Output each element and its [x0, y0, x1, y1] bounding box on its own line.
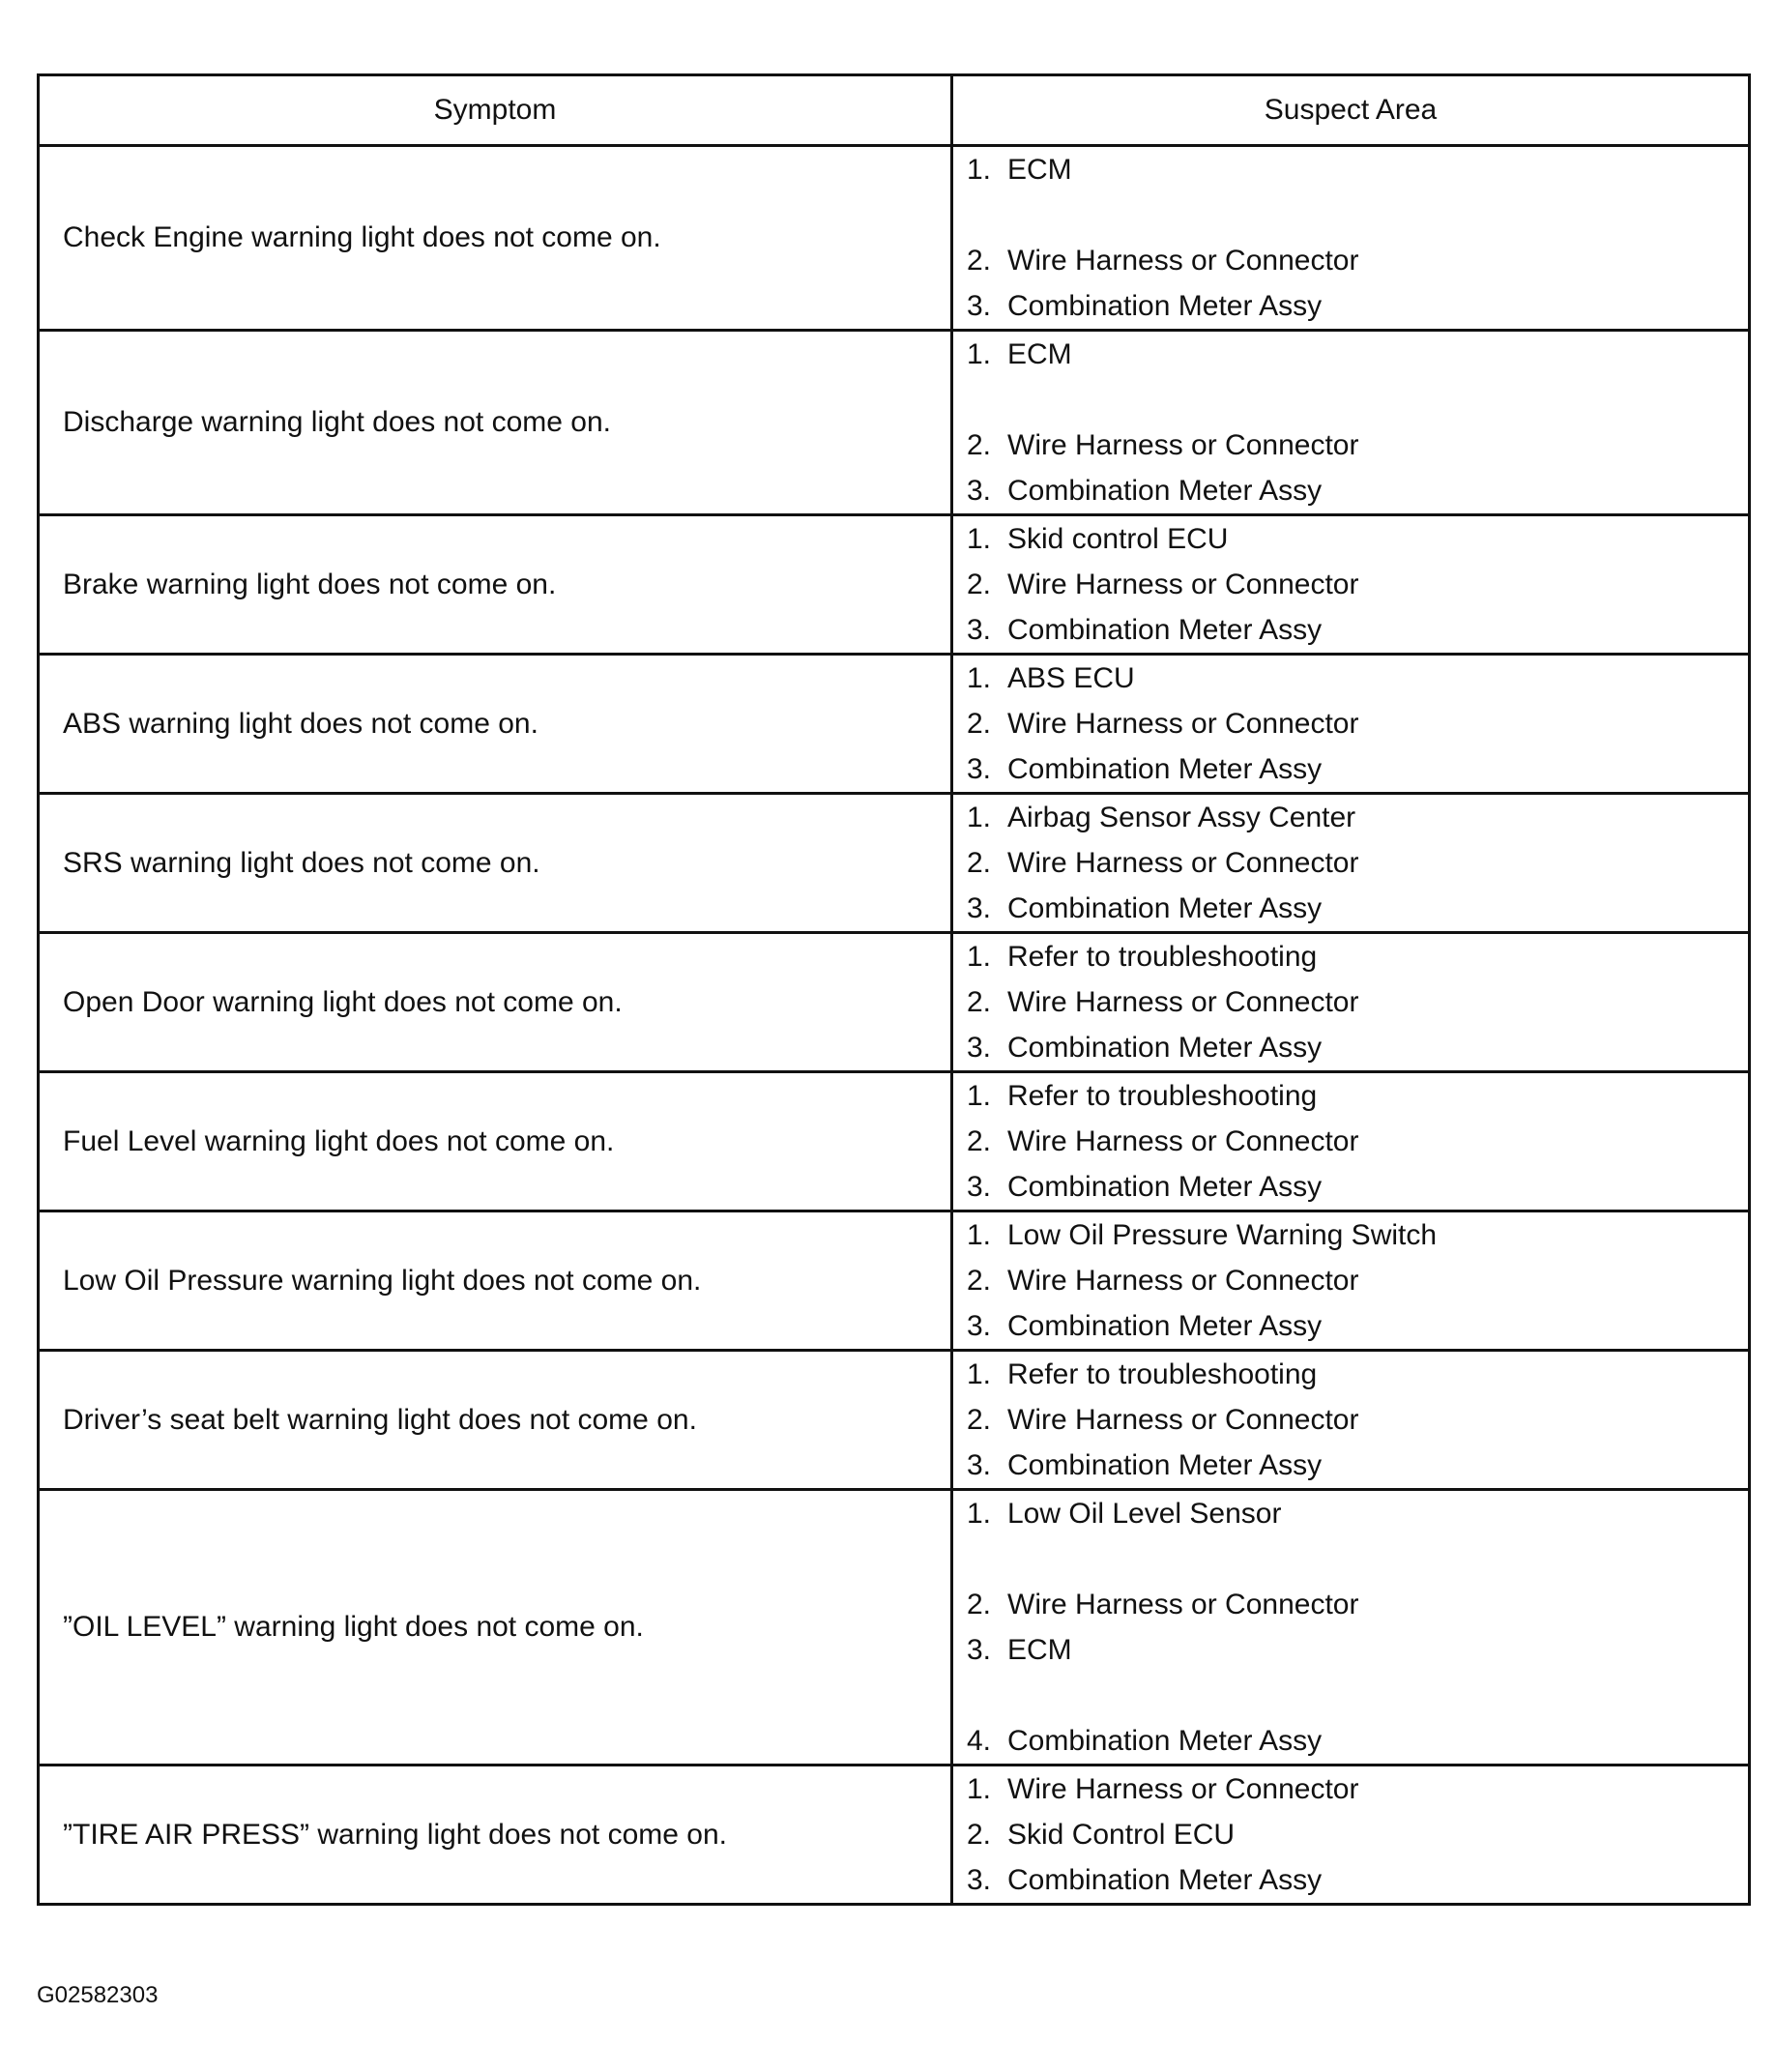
table-row	[39, 1072, 1750, 1211]
suspect-item-number: 2.	[967, 847, 992, 879]
suspect-area-cell	[952, 933, 1750, 1072]
suspect-item-number: 3.	[967, 1449, 992, 1481]
suspect-area-cell	[952, 655, 1750, 794]
suspect-item-number: 2.	[967, 1404, 992, 1436]
suspect-item-number: 3.	[967, 1864, 992, 1896]
suspect-list	[967, 147, 1748, 329]
suspect-list	[967, 516, 1748, 653]
suspect-item-text: Low Oil Level Sensor	[1007, 1498, 1282, 1530]
suspect-item	[967, 1119, 1748, 1164]
suspect-item-text: Wire Harness or Connector	[1007, 986, 1359, 1018]
symptom-table	[37, 73, 1751, 1906]
suspect-item	[967, 886, 1748, 931]
suspect-item	[967, 468, 1748, 513]
suspect-area-cell	[952, 1072, 1750, 1211]
suspect-item-text: Combination Meter Assy	[1007, 753, 1323, 785]
suspect-item-number: 3.	[967, 614, 992, 646]
suspect-list	[967, 795, 1748, 931]
suspect-item-text: Combination Meter Assy	[1007, 475, 1323, 507]
suspect-item-number: 2.	[967, 1589, 992, 1620]
suspect-item	[967, 1073, 1748, 1119]
suspect-item-text: Skid control ECU	[1007, 523, 1229, 555]
suspect-item	[967, 1857, 1748, 1903]
suspect-list	[967, 332, 1748, 513]
suspect-item-number: 2.	[967, 569, 992, 600]
suspect-item-number: 1.	[967, 154, 992, 186]
suspect-item-text: Combination Meter Assy	[1007, 290, 1323, 322]
suspect-item-number: 3.	[967, 475, 992, 507]
suspect-item	[967, 795, 1748, 840]
suspect-item-number: 1.	[967, 1080, 992, 1112]
suspect-item-text: Wire Harness or Connector	[1007, 245, 1359, 277]
suspect-item-text: Wire Harness or Connector	[1007, 1125, 1359, 1157]
suspect-item	[967, 1397, 1748, 1443]
suspect-area-cell	[952, 515, 1750, 655]
suspect-item-number: 1.	[967, 802, 992, 833]
suspect-area-cell	[952, 331, 1750, 515]
suspect-item	[967, 562, 1748, 607]
header-symptom: Symptom	[39, 75, 952, 146]
suspect-item-number: 3.	[967, 1171, 992, 1203]
suspect-item	[967, 1491, 1748, 1536]
suspect-item-number: 3.	[967, 1310, 992, 1342]
suspect-item-number: 1.	[967, 1219, 992, 1251]
suspect-item	[967, 701, 1748, 746]
suspect-item-text: Low Oil Pressure Warning Switch	[1007, 1219, 1438, 1251]
suspect-item-number: 3.	[967, 753, 992, 785]
table-header-row	[39, 75, 1750, 146]
suspect-item-text: ECM	[1007, 154, 1072, 186]
suspect-item-number: 2.	[967, 708, 992, 740]
suspect-item	[967, 423, 1748, 468]
symptom-cell: Driver’s seat belt warning light does not come on.	[39, 1351, 952, 1490]
suspect-item	[967, 1812, 1748, 1857]
suspect-area-cell	[952, 1211, 1750, 1351]
suspect-item	[967, 1352, 1748, 1397]
suspect-item-number: 3.	[967, 290, 992, 322]
suspect-item	[967, 1212, 1748, 1258]
table-row	[39, 1490, 1750, 1766]
suspect-item	[967, 746, 1748, 792]
suspect-area-cell	[952, 794, 1750, 933]
suspect-list	[967, 1073, 1748, 1210]
suspect-item-text: Refer to troubleshooting	[1007, 941, 1318, 973]
table-row	[39, 933, 1750, 1072]
suspect-area-cell	[952, 146, 1750, 331]
suspect-item	[967, 934, 1748, 979]
suspect-item-text: Combination Meter Assy	[1007, 892, 1323, 924]
suspect-item-number: 1.	[967, 941, 992, 973]
symptom-cell: Open Door warning light does not come on.	[39, 933, 952, 1072]
figure-code: G02582303	[37, 1982, 159, 2008]
suspect-item-number: 1.	[967, 1498, 992, 1530]
suspect-item-text: ABS ECU	[1007, 662, 1135, 694]
suspect-list	[967, 656, 1748, 792]
suspect-area-cell	[952, 1490, 1750, 1766]
suspect-item-number: 1.	[967, 338, 992, 370]
suspect-item-number: 3.	[967, 892, 992, 924]
symptom-cell: Check Engine warning light does not come on.	[39, 146, 952, 331]
suspect-item-number: 1.	[967, 523, 992, 555]
suspect-item-text: Combination Meter Assy	[1007, 1310, 1323, 1342]
suspect-item-text: Wire Harness or Connector	[1007, 1773, 1359, 1805]
suspect-item-number: 2.	[967, 1265, 992, 1297]
suspect-item-text: Combination Meter Assy	[1007, 1171, 1323, 1203]
suspect-item-text: Wire Harness or Connector	[1007, 1589, 1359, 1620]
table-row	[39, 331, 1750, 515]
suspect-item	[967, 1766, 1748, 1812]
header-suspect-area: Suspect Area	[952, 75, 1750, 146]
table-row	[39, 794, 1750, 933]
suspect-item	[967, 840, 1748, 886]
suspect-item-number: 1.	[967, 662, 992, 694]
symptom-cell: ”OIL LEVEL” warning light does not come on.	[39, 1490, 952, 1766]
suspect-item	[967, 238, 1748, 283]
symptom-cell: Low Oil Pressure warning light does not come on.	[39, 1211, 952, 1351]
table-row	[39, 1211, 1750, 1351]
suspect-item-number: 3.	[967, 1032, 992, 1064]
suspect-item-number: 1.	[967, 1358, 992, 1390]
table-row	[39, 655, 1750, 794]
table-row	[39, 515, 1750, 655]
suspect-item	[967, 1025, 1748, 1070]
suspect-item	[967, 1164, 1748, 1210]
suspect-item-text: Wire Harness or Connector	[1007, 708, 1359, 740]
suspect-area-cell	[952, 1766, 1750, 1905]
suspect-item	[967, 147, 1748, 192]
suspect-item-text: Wire Harness or Connector	[1007, 1404, 1359, 1436]
suspect-item-text: Combination Meter Assy	[1007, 1032, 1323, 1064]
symptom-cell: ABS warning light does not come on.	[39, 655, 952, 794]
suspect-item-text: Refer to troubleshooting	[1007, 1080, 1318, 1112]
suspect-area-cell	[952, 1351, 1750, 1490]
suspect-item-number: 2.	[967, 986, 992, 1018]
symptom-cell: Brake warning light does not come on.	[39, 515, 952, 655]
suspect-item-text: Combination Meter Assy	[1007, 1864, 1323, 1896]
suspect-item-number: 2.	[967, 429, 992, 461]
suspect-item-text: Wire Harness or Connector	[1007, 1265, 1359, 1297]
suspect-item-text: Refer to troubleshooting	[1007, 1358, 1318, 1390]
symptom-cell: Fuel Level warning light does not come on.	[39, 1072, 952, 1211]
suspect-item	[967, 1718, 1748, 1764]
suspect-item-number: 2.	[967, 1819, 992, 1851]
suspect-item	[967, 516, 1748, 562]
suspect-item	[967, 656, 1748, 701]
table-body	[39, 146, 1750, 1905]
suspect-list	[967, 934, 1748, 1070]
suspect-item-text: Wire Harness or Connector	[1007, 569, 1359, 600]
table-row	[39, 146, 1750, 331]
suspect-item-text: Wire Harness or Connector	[1007, 847, 1359, 879]
suspect-item	[967, 283, 1748, 329]
suspect-item-number: 3.	[967, 1634, 992, 1666]
suspect-item-text: ECM	[1007, 1634, 1072, 1666]
suspect-item-text: Combination Meter Assy	[1007, 1725, 1323, 1757]
suspect-item-text: Skid Control ECU	[1007, 1819, 1236, 1851]
suspect-item	[967, 979, 1748, 1025]
suspect-item	[967, 607, 1748, 653]
suspect-list	[967, 1352, 1748, 1488]
suspect-list	[967, 1491, 1748, 1764]
suspect-item-number: 2.	[967, 1125, 992, 1157]
table-row	[39, 1766, 1750, 1905]
suspect-list	[967, 1766, 1748, 1903]
suspect-list	[967, 1212, 1748, 1349]
suspect-item	[967, 1627, 1748, 1673]
suspect-item	[967, 1258, 1748, 1303]
suspect-item-number: 1.	[967, 1773, 992, 1805]
symptom-cell: SRS warning light does not come on.	[39, 794, 952, 933]
suspect-item-text: Airbag Sensor Assy Center	[1007, 802, 1356, 833]
suspect-item-text: Combination Meter Assy	[1007, 1449, 1323, 1481]
suspect-item-text: Combination Meter Assy	[1007, 614, 1323, 646]
suspect-item	[967, 1582, 1748, 1627]
suspect-item	[967, 1443, 1748, 1488]
suspect-item	[967, 1303, 1748, 1349]
suspect-item	[967, 332, 1748, 377]
symptom-cell: Discharge warning light does not come on.	[39, 331, 952, 515]
suspect-item-text: ECM	[1007, 338, 1072, 370]
table-row	[39, 1351, 1750, 1490]
suspect-item-number: 4.	[967, 1725, 992, 1757]
symptom-cell: ”TIRE AIR PRESS” warning light does not come on.	[39, 1766, 952, 1905]
suspect-item-number: 2.	[967, 245, 992, 277]
suspect-item-text: Wire Harness or Connector	[1007, 429, 1359, 461]
